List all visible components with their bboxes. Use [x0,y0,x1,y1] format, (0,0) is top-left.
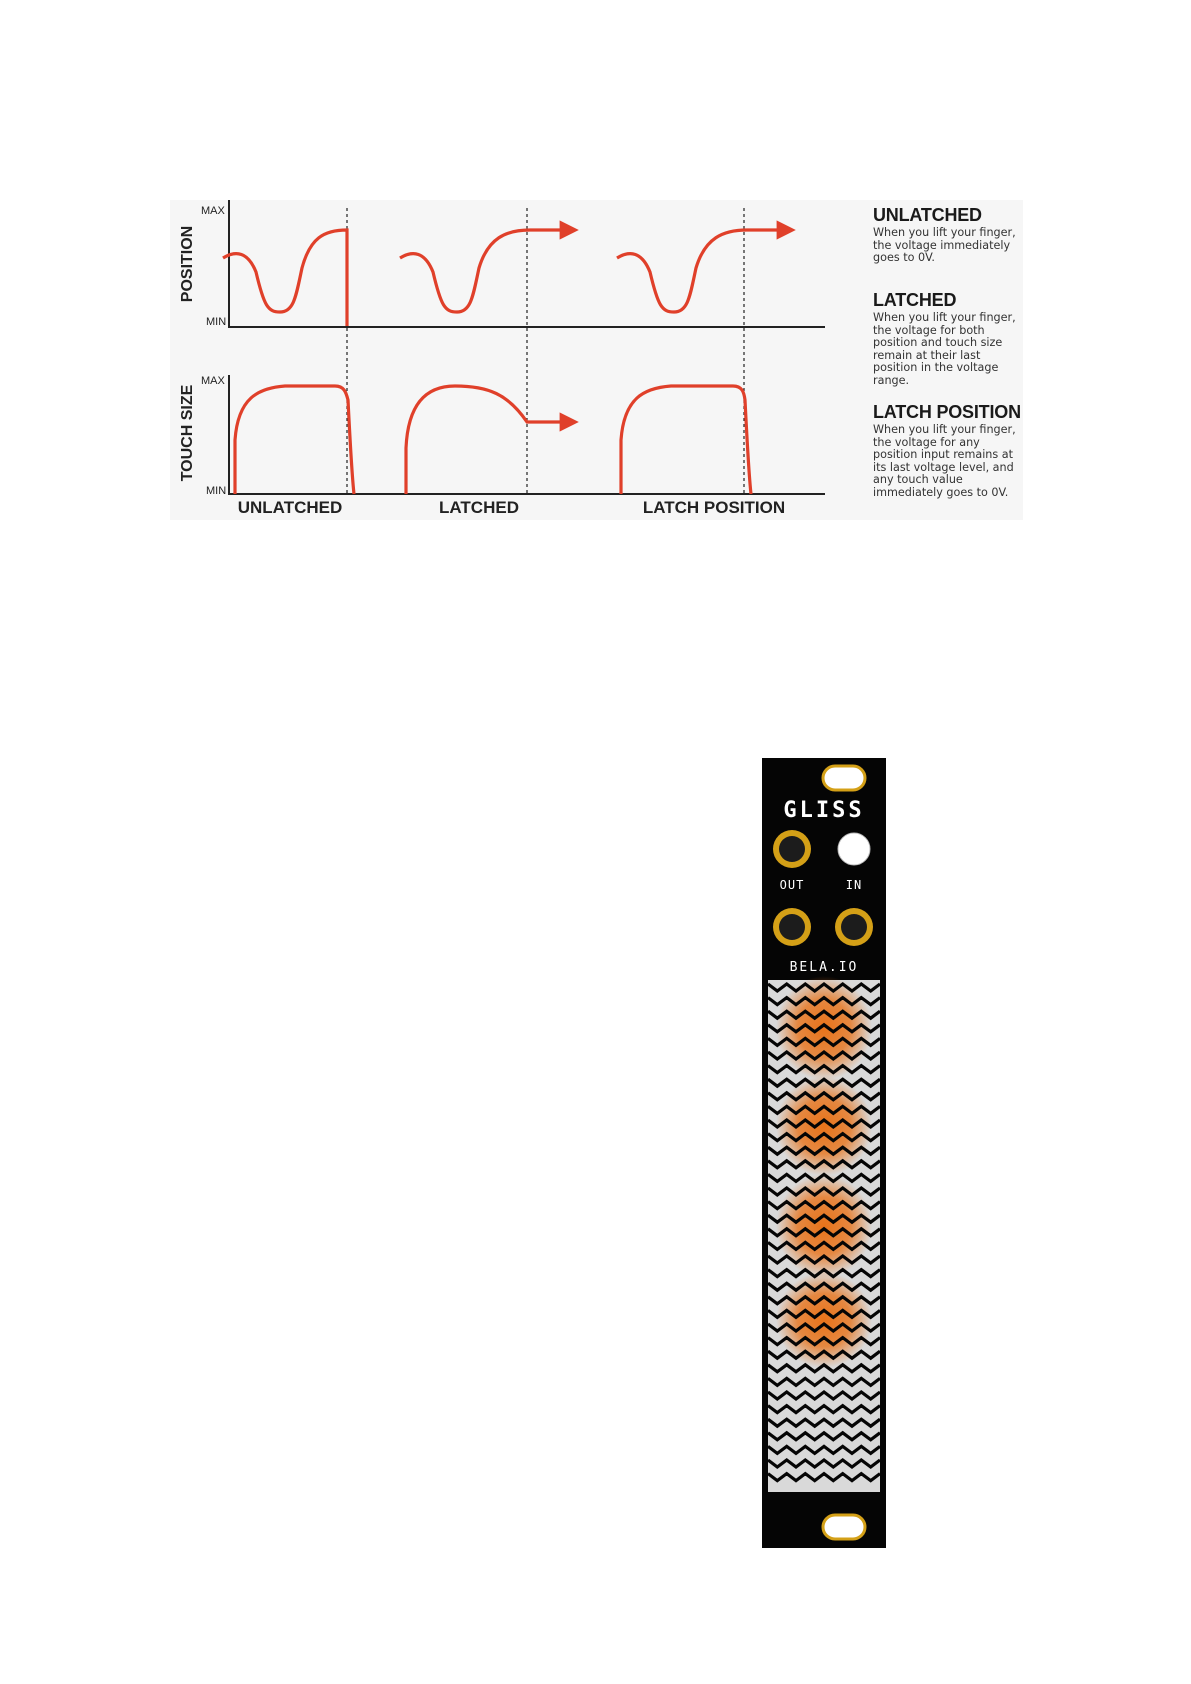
module-graphics [762,758,886,1548]
brand-label: BELA.IO [789,960,859,975]
touch-max-tick: MAX [201,375,225,387]
description-title: LATCH POSITION [873,402,1021,422]
touch-curve-latch-position [621,386,751,494]
touch-min-tick: MIN [206,485,227,497]
module-title: GLISS [783,798,865,823]
row-label-position: POSITION [179,225,196,303]
bottom-mounting-hole [823,1515,865,1539]
touch-curve-unlatched [235,386,354,494]
position-curve-latched [400,230,566,312]
out-label: OUT [779,878,805,892]
description-title: LATCHED [873,290,957,310]
description-latch-position [873,402,1023,499]
position-min-tick: MIN [206,316,227,328]
description-title: UNLATCHED [873,205,982,225]
position-max-tick: MAX [201,205,225,217]
column-label-latched: LATCHED [439,498,519,517]
column-label-unlatched: UNLATCHED [237,498,343,517]
row-label-touch-size: TOUCH SIZE [179,384,196,482]
position-curve-unlatched [223,230,347,326]
description-body: When you lift your finger, the voltage for both position and touch size remain at their last position in the voltage range. [873,311,1016,387]
in-label: IN [845,878,863,892]
gliss-module-panel [762,758,886,1548]
position-curve-latch-position [617,230,783,312]
description-body: When you lift your finger, the voltage immediately goes to 0V. [873,226,1016,264]
led-indicator [838,833,870,865]
description-latched [873,290,1023,387]
top-mounting-hole [823,766,865,790]
description-unlatched [873,205,1023,265]
column-label-latch-position: LATCH POSITION [642,498,786,517]
description-body: When you lift your finger, the voltage for any position input remains at its last voltage level, and any touch value immediately goes to 0V. [873,423,1016,499]
touch-curve-latched [406,386,566,494]
